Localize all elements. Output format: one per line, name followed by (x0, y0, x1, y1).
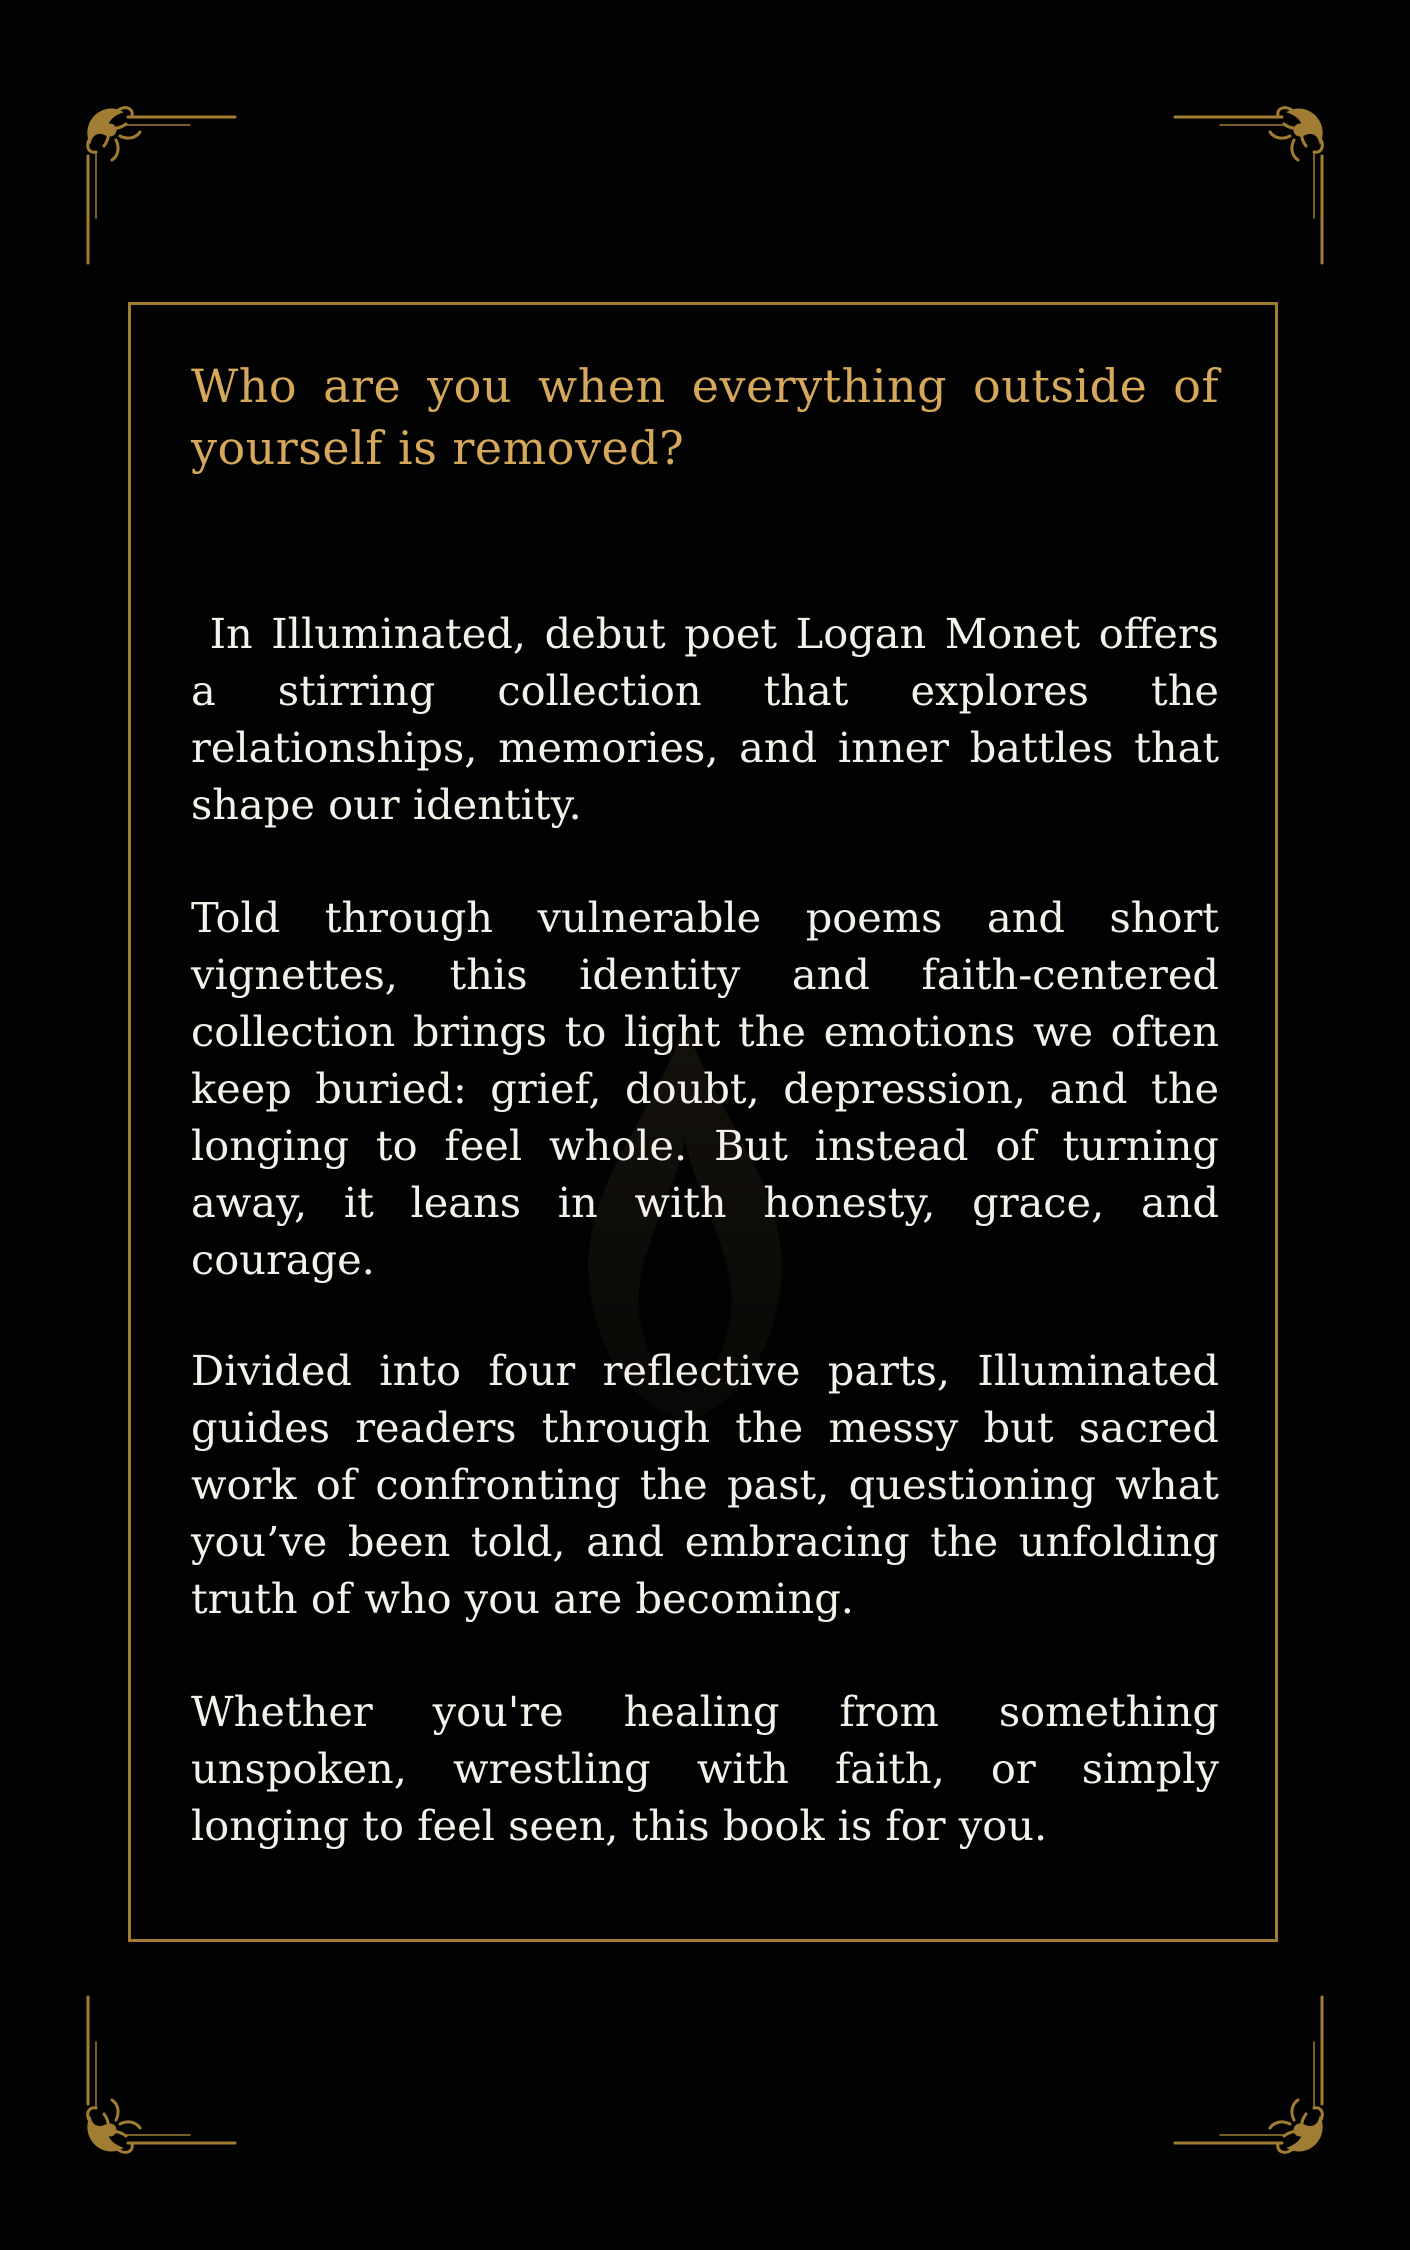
headline: Who are you when everything outside of yourself is removed? (191, 359, 1219, 475)
description-block (191, 355, 1233, 1854)
ornate-corner-bottom-right-icon (1150, 1980, 1330, 2160)
ornate-corner-top-right-icon (1150, 100, 1330, 280)
paragraph-audience: Whether you're healing from something unspoken, wrestling with faith, or simply longing to feel seen, this book is for you. (191, 1687, 1219, 1850)
ornate-corner-bottom-left-icon (80, 1980, 260, 2160)
ornate-corner-top-left-icon (80, 100, 260, 280)
paragraph-intro: In Illuminated, debut poet Logan Monet offers a stirring collection that explores the relationships, memories, and inner battles that shape our identity. (191, 609, 1233, 829)
paragraph-themes: Told through vulnerable poems and short vignettes, this identity and faith-centered collection brings to light the emotions we often keep buried: grief, doubt, depression, and the longing to feel whole. But instead of turning away, it leans in with honesty, grace, and courage. (191, 893, 1219, 1284)
paragraph-structure: Divided into four reflective parts, Illuminated guides readers through the messy but sacred work of confronting the past, questioning what you’ve been told, and embracing the unfolding truth of who you are becoming. (191, 1346, 1219, 1623)
